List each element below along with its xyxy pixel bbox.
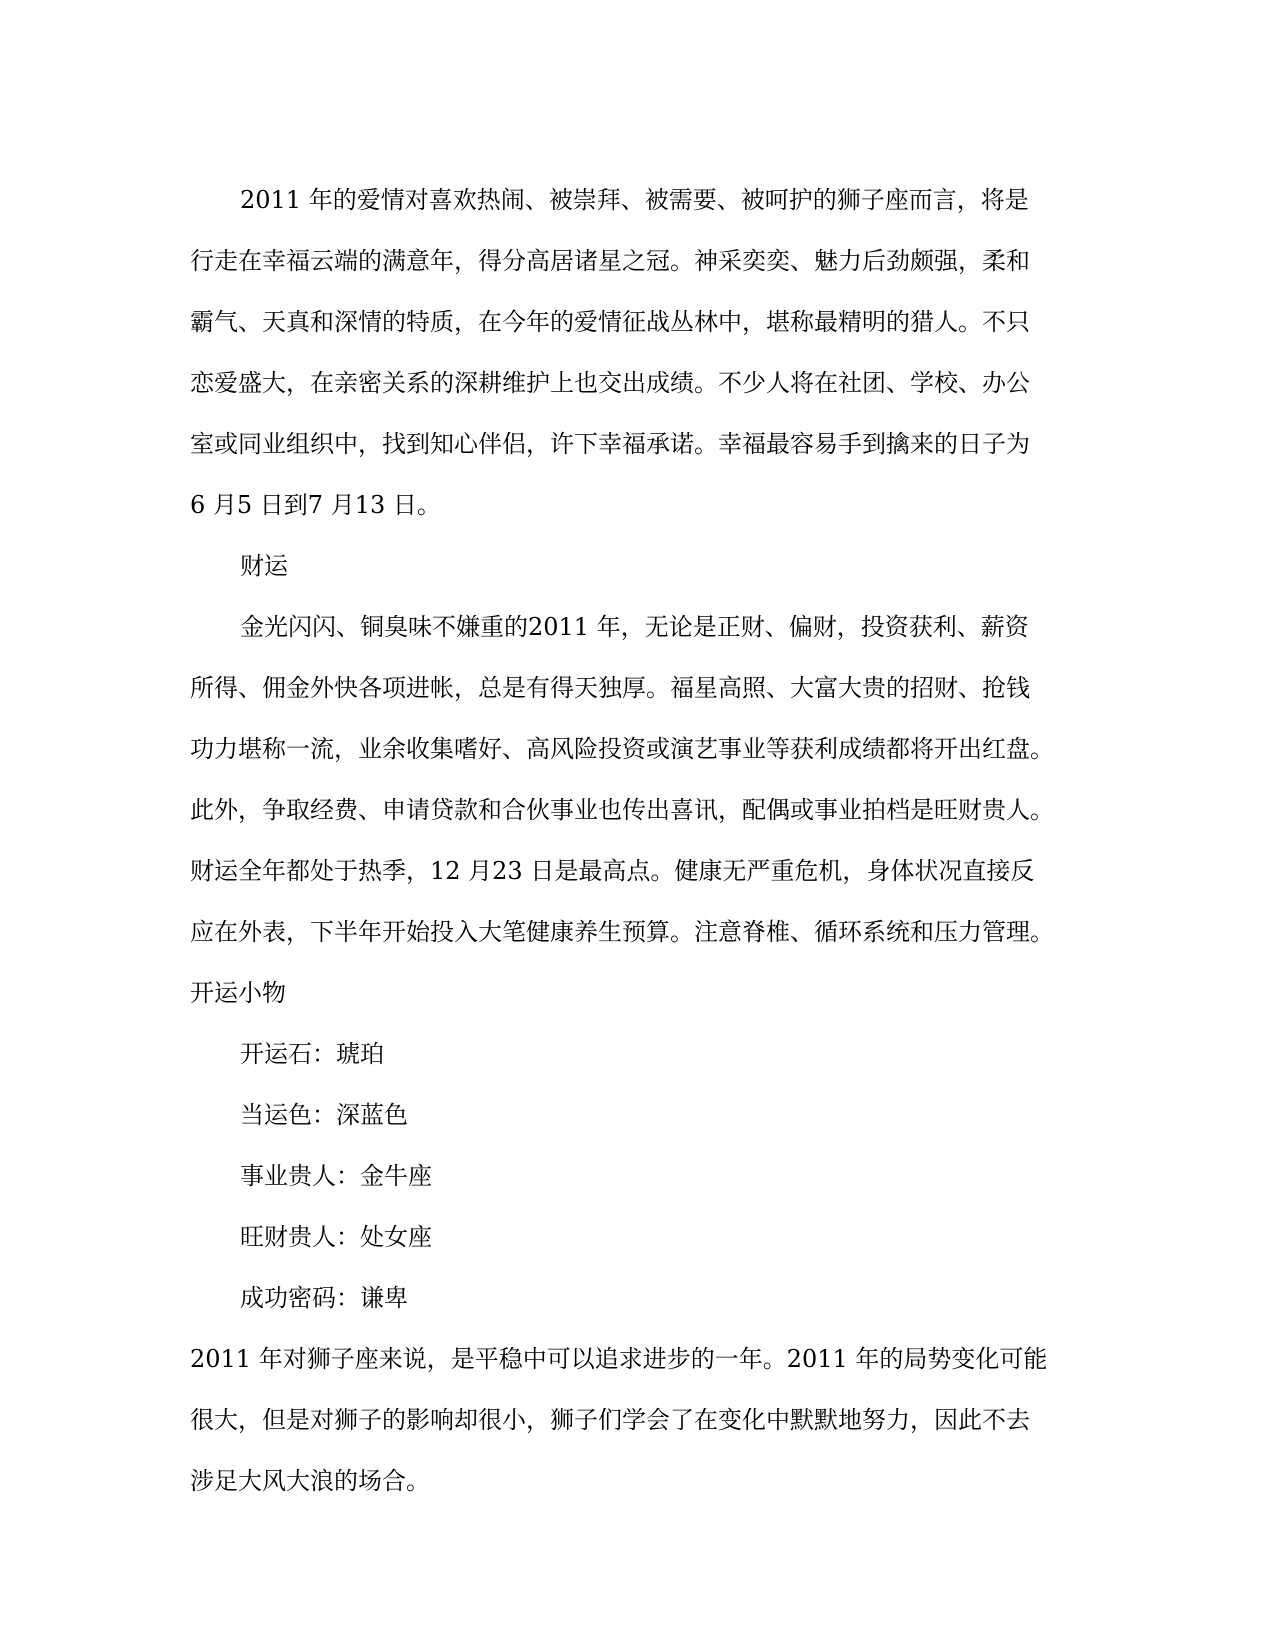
lucky-item-wealth-helper: 旺财贵人：处女座 xyxy=(240,1223,432,1251)
lucky-item-success-code: 成功密码：谦卑 xyxy=(240,1284,408,1312)
paragraph-love-line-3: 霸气、天真和深情的特质，在今年的爱情征战丛林中，堪称最精明的猎人。不只 xyxy=(190,308,1030,336)
paragraph-summary-line-3: 涉足大风大浪的场合。 xyxy=(190,1467,430,1495)
paragraph-wealth-line-2: 所得、佣金外快各项进帐，总是有得天独厚。福星高照、大富大贵的招财、抢钱 xyxy=(190,674,1030,702)
paragraph-love-line-5: 室或同业组织中，找到知心伴侣，许下幸福承诺。幸福最容易手到擒来的日子为 xyxy=(190,430,1030,458)
lucky-item-color: 当运色：深蓝色 xyxy=(240,1101,408,1129)
paragraph-wealth-line-5: 财运全年都处于热季，12 月23 日是最高点。健康无严重危机，身体状况直接反 xyxy=(190,857,1035,885)
paragraph-love-line-1: 2011 年的爱情对喜欢热闹、被崇拜、被需要、被呵护的狮子座而言，将是 xyxy=(240,186,1029,214)
paragraph-wealth-line-1: 金光闪闪、铜臭味不嫌重的2011 年，无论是正财、偏财，投资获利、薪资 xyxy=(240,613,1029,641)
paragraph-summary-line-1: 2011 年对狮子座来说，是平稳中可以追求进步的一年。2011 年的局势变化可能 xyxy=(190,1345,1048,1373)
lucky-item-stone: 开运石：琥珀 xyxy=(240,1040,384,1068)
lucky-item-career-helper: 事业贵人：金牛座 xyxy=(240,1162,432,1190)
paragraph-love-line-6: 6 月5 日到7 月13 日。 xyxy=(190,491,441,519)
heading-lucky-items: 开运小物 xyxy=(190,979,286,1007)
paragraph-wealth-line-4: 此外，争取经费、申请贷款和合伙事业也传出喜讯，配偶或事业拍档是旺财贵人。 xyxy=(190,796,1054,824)
paragraph-love-line-4: 恋爱盛大，在亲密关系的深耕维护上也交出成绩。不少人将在社团、学校、办公 xyxy=(190,369,1030,397)
document-page xyxy=(190,170,1090,1512)
paragraph-wealth-line-3: 功力堪称一流，业余收集嗜好、高风险投资或演艺事业等获利成绩都将开出红盘。 xyxy=(190,735,1054,763)
paragraph-wealth-line-6: 应在外表，下半年开始投入大笔健康养生预算。注意脊椎、循环系统和压力管理。 xyxy=(190,918,1054,946)
paragraph-summary-line-2: 很大，但是对狮子的影响却很小，狮子们学会了在变化中默默地努力，因此不去 xyxy=(190,1406,1030,1434)
heading-wealth: 财运 xyxy=(240,552,288,580)
paragraph-love-line-2: 行走在幸福云端的满意年，得分高居诸星之冠。神采奕奕、魅力后劲颇强，柔和 xyxy=(190,247,1030,275)
